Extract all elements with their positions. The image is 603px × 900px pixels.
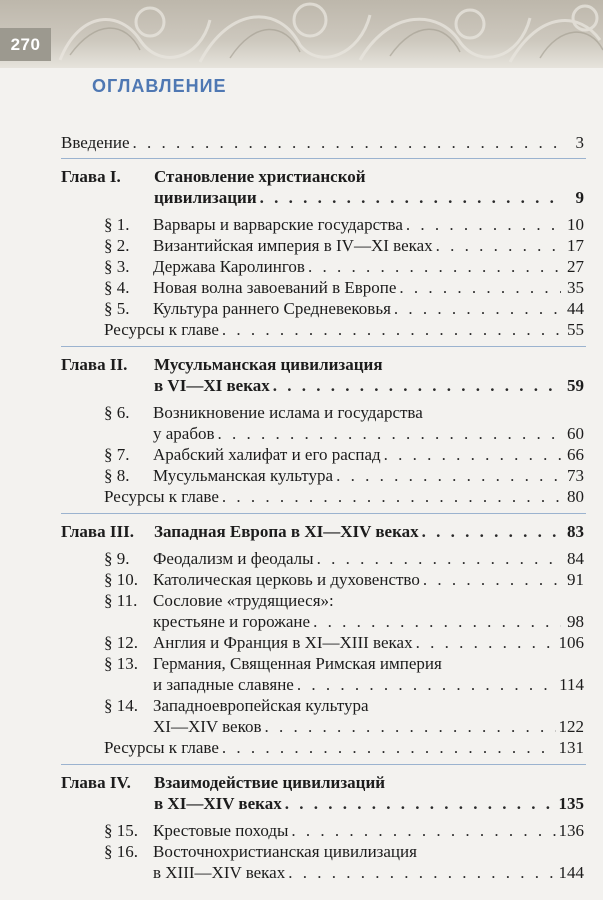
toc-entry-section[interactable] [153,298,584,319]
dot-leader [297,674,556,695]
page-ref: 66 [567,445,584,464]
dot-leader [336,465,561,486]
page-ref: 91 [567,570,584,589]
toc-entry-section[interactable] [153,862,584,883]
dot-leader [218,423,561,444]
dot-leader [222,319,561,340]
section-number: § 9. [104,549,130,568]
chapter-divider [61,513,586,514]
chapter-title: Взаимодействие цивилизаций [154,773,386,792]
page-ref: 135 [558,794,584,813]
section-title: в XIII—XIV веках [153,863,286,882]
section-title: Восточнохристианская цивилизация [153,842,417,861]
chapter-title: Западная Европа в XI—XIV веках [154,522,419,541]
page-ref: 9 [575,188,584,207]
section-number: § 11. [104,591,138,610]
toc-title: ОГЛАВЛЕНИЕ [92,76,227,96]
section-title: и западные славяне [153,675,294,694]
section-number: § 15. [104,821,138,840]
chapter-title: в VI—XI веках [154,376,270,395]
section-number: § 5. [104,299,130,318]
page-ref: 83 [567,522,584,541]
page-ref: 27 [567,257,584,276]
section-number: § 1. [104,215,130,234]
section-number: § 2. [104,236,130,255]
dot-leader [394,298,561,319]
section-number: § 4. [104,278,130,297]
section-title: Варвары и варварские государства [153,215,403,234]
dot-leader [285,793,556,814]
toc-entry-resources[interactable] [104,319,584,340]
intro-label: Введение [61,133,130,152]
toc-entry-section[interactable] [153,423,584,444]
toc-entry-chapter[interactable] [154,521,584,542]
section-title: Византийская империя в IV—XI веках [153,236,433,255]
chapter-prefix: Глава IV. [61,773,131,792]
section-title: Арабский халифат и его распад [153,445,381,464]
dot-leader [416,632,556,653]
section-title: Новая волна завоеваний в Европе [153,278,397,297]
toc-entry-section[interactable] [153,277,584,298]
dot-leader [436,235,561,256]
resources-label: Ресурсы к главе [104,738,219,757]
section-title: Сословие «трудящиеся»: [153,591,334,610]
page-ref: 10 [567,215,584,234]
chapter-divider [61,346,586,347]
toc-entry-section[interactable] [153,548,584,569]
page-ref: 35 [567,278,584,297]
toc-entry-chapter[interactable] [154,793,584,814]
chapter-prefix: Глава II. [61,355,128,374]
resources-label: Ресурсы к главе [104,320,219,339]
page-ref: 55 [567,320,584,339]
section-title: Держава Каролингов [153,257,305,276]
dot-leader [273,375,561,396]
chapter-title: цивилизации [154,188,257,207]
chapter-prefix: Глава III. [61,522,134,541]
toc-entry-section[interactable] [153,716,584,737]
dot-leader [265,716,556,737]
section-title: крестьяне и горожане [153,612,311,631]
toc-entry-section[interactable] [153,214,584,235]
page-ref: 131 [558,738,584,757]
dot-leader [288,862,555,883]
section-number: § 13. [104,654,138,673]
dot-leader [222,486,561,507]
page-ref: 136 [558,821,584,840]
page-ref: 144 [558,863,584,882]
chapter-divider [61,764,586,765]
dot-leader [222,737,556,758]
dot-leader [260,187,561,208]
toc-entry-section[interactable] [153,256,584,277]
dot-leader [406,214,561,235]
page-ref: 98 [567,612,584,631]
section-title: Культура раннего Средневековья [153,299,391,318]
dot-leader [133,132,561,153]
section-number: § 14. [104,696,138,715]
toc-entry-section[interactable] [153,611,584,632]
dot-leader [399,277,561,298]
chapter-prefix: Глава I. [61,167,121,186]
toc-entry-section[interactable] [153,444,584,465]
page-number: 270 [0,28,51,61]
section-title: Феодализм и феодалы [153,549,314,568]
section-title: у арабов [153,424,215,443]
resources-label: Ресурсы к главе [104,487,219,506]
section-title: Германия, Священная Римская империя [153,654,442,673]
page-ref: 3 [575,133,584,152]
section-title: Возникновение ислама и государства [153,403,423,422]
toc-entry-section[interactable] [153,820,584,841]
dot-leader [384,444,561,465]
section-number: § 10. [104,570,138,589]
section-title: Англия и Франция в XI—XIII веках [153,633,413,652]
toc-entry-resources[interactable] [104,486,584,507]
page-ref: 73 [567,466,584,485]
chapter-title: Становление христианской [154,167,366,186]
page-ref: 59 [567,376,584,395]
section-number: § 12. [104,633,138,652]
section-title: Западноевропейская культура [153,696,369,715]
page-ref: 122 [558,717,584,736]
page-ref: 84 [567,549,584,568]
toc-entry-section[interactable] [153,569,584,590]
dot-leader [423,569,561,590]
section-number: § 6. [104,403,130,422]
dot-leader [422,521,561,542]
page-ref: 17 [567,236,584,255]
page-ref: 106 [558,633,584,652]
section-title: Католическая церковь и духовенство [153,570,420,589]
section-number: § 16. [104,842,138,861]
toc-entry-resources[interactable] [104,737,584,758]
toc-entry-section[interactable] [153,235,584,256]
page-ref: 114 [559,675,584,694]
chapter-title: Мусульманская цивилизация [154,355,383,374]
dot-leader [308,256,561,277]
dot-leader [313,611,561,632]
dot-leader [291,820,555,841]
toc-entry-chapter[interactable] [154,187,584,208]
section-title: Крестовые походы [153,821,289,840]
toc-entry-section[interactable] [153,632,584,653]
section-number: § 8. [104,466,130,485]
page-ref: 80 [567,487,584,506]
toc-entry-section[interactable] [153,674,584,695]
section-title: XI—XIV веков [153,717,262,736]
toc-entry-chapter[interactable] [154,375,584,396]
page-ref: 44 [567,299,584,318]
toc-entry-intro[interactable] [61,132,584,153]
dot-leader [317,548,561,569]
toc-entry-section[interactable] [153,465,584,486]
section-number: § 7. [104,445,130,464]
section-title: Мусульманская культура [153,466,334,485]
section-number: § 3. [104,257,130,276]
page-ref: 60 [567,424,584,443]
chapter-title: в XI—XIV веках [154,794,282,813]
chapter-divider [61,158,586,159]
